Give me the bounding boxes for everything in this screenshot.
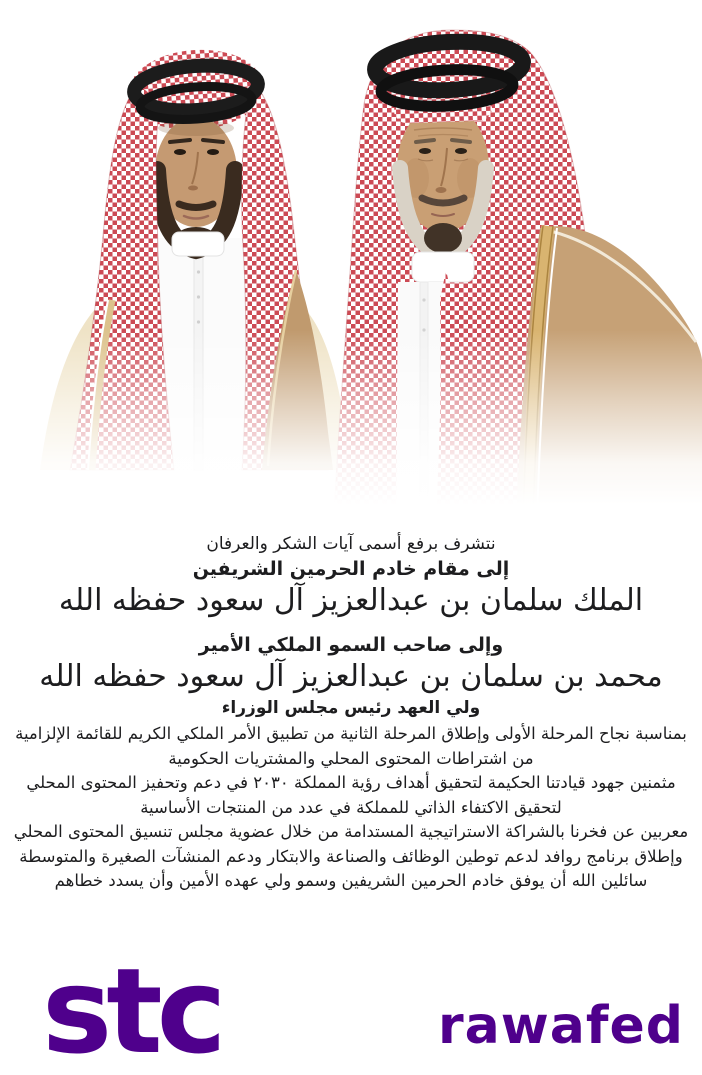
tribute-text	[0, 532, 702, 894]
body-line-2: من اشتراطات المحتوى المحلي والمشتريات الحكومية	[168, 748, 534, 768]
crown-prince-collar	[172, 232, 224, 256]
king-intro-line: إلى مقام خادم الحرمين الشريفين	[192, 558, 510, 580]
body-line-3: مثمنين جهود قيادتنا الحكيمة لتحقيق أهداف رؤية المملكة ٢٠٣٠ في دعم وتحفيز المحتوى المحلي	[26, 773, 676, 792]
prince-name-line: محمد بن سلمان بن عبدالعزيز آل سعود حفظه الله	[39, 659, 663, 694]
body-line-1: بمناسبة نجاح المرحلة الأولى وإطلاق المرحلة الثانية من تطبيق الأمر الملكي الكريم للقائمة الإلزامية	[15, 724, 687, 743]
crown-prince-figure	[40, 45, 350, 470]
king-collar	[412, 252, 474, 282]
stc-wordmark	[40, 960, 236, 1068]
stc-text: stc	[42, 960, 221, 1068]
stc-logo	[40, 960, 236, 1068]
rawafed-logo: rawafed	[438, 996, 684, 1056]
royals-photo	[0, 0, 702, 520]
body-line-6: وإطلاق برنامج روافد لدعم توطين الوظائف والصناعة والابتكار ودعم المنشآت الصغيرة والمتوسطة	[19, 846, 683, 866]
crown-prince-ghutra-left-drape	[70, 84, 174, 470]
royals-illustration	[0, 0, 702, 520]
king-salman-figure	[334, 30, 702, 520]
king-name-line: الملك سلمان بن عبدالعزيز آل سعود حفظه الله	[58, 583, 644, 618]
body-line-4: لتحقيق الاكتفاء الذاتي للمملكة في عدد من المنتجات الأساسية	[140, 797, 562, 817]
body-line-7: سائلين الله أن يوفق خادم الحرمين الشريفين وسمو ولي عهده الأمين وأن يسدد خطاهم	[54, 871, 648, 890]
prince-title-line: ولي العهد رئيس مجلس الوزراء	[221, 698, 481, 718]
body-line-5: معربين عن فخرنا بالشراكة الاستراتيجية المستدامة من خلال عضوية مجلس تنسيق المحتوى المحلي	[13, 822, 689, 841]
king-goatee	[424, 223, 462, 253]
opening-line: نتشرف برفع أسمى آيات الشكر والعرفان	[206, 534, 496, 554]
prince-intro-line: وإلى صاحب السمو الملكي الأمير	[198, 634, 504, 656]
